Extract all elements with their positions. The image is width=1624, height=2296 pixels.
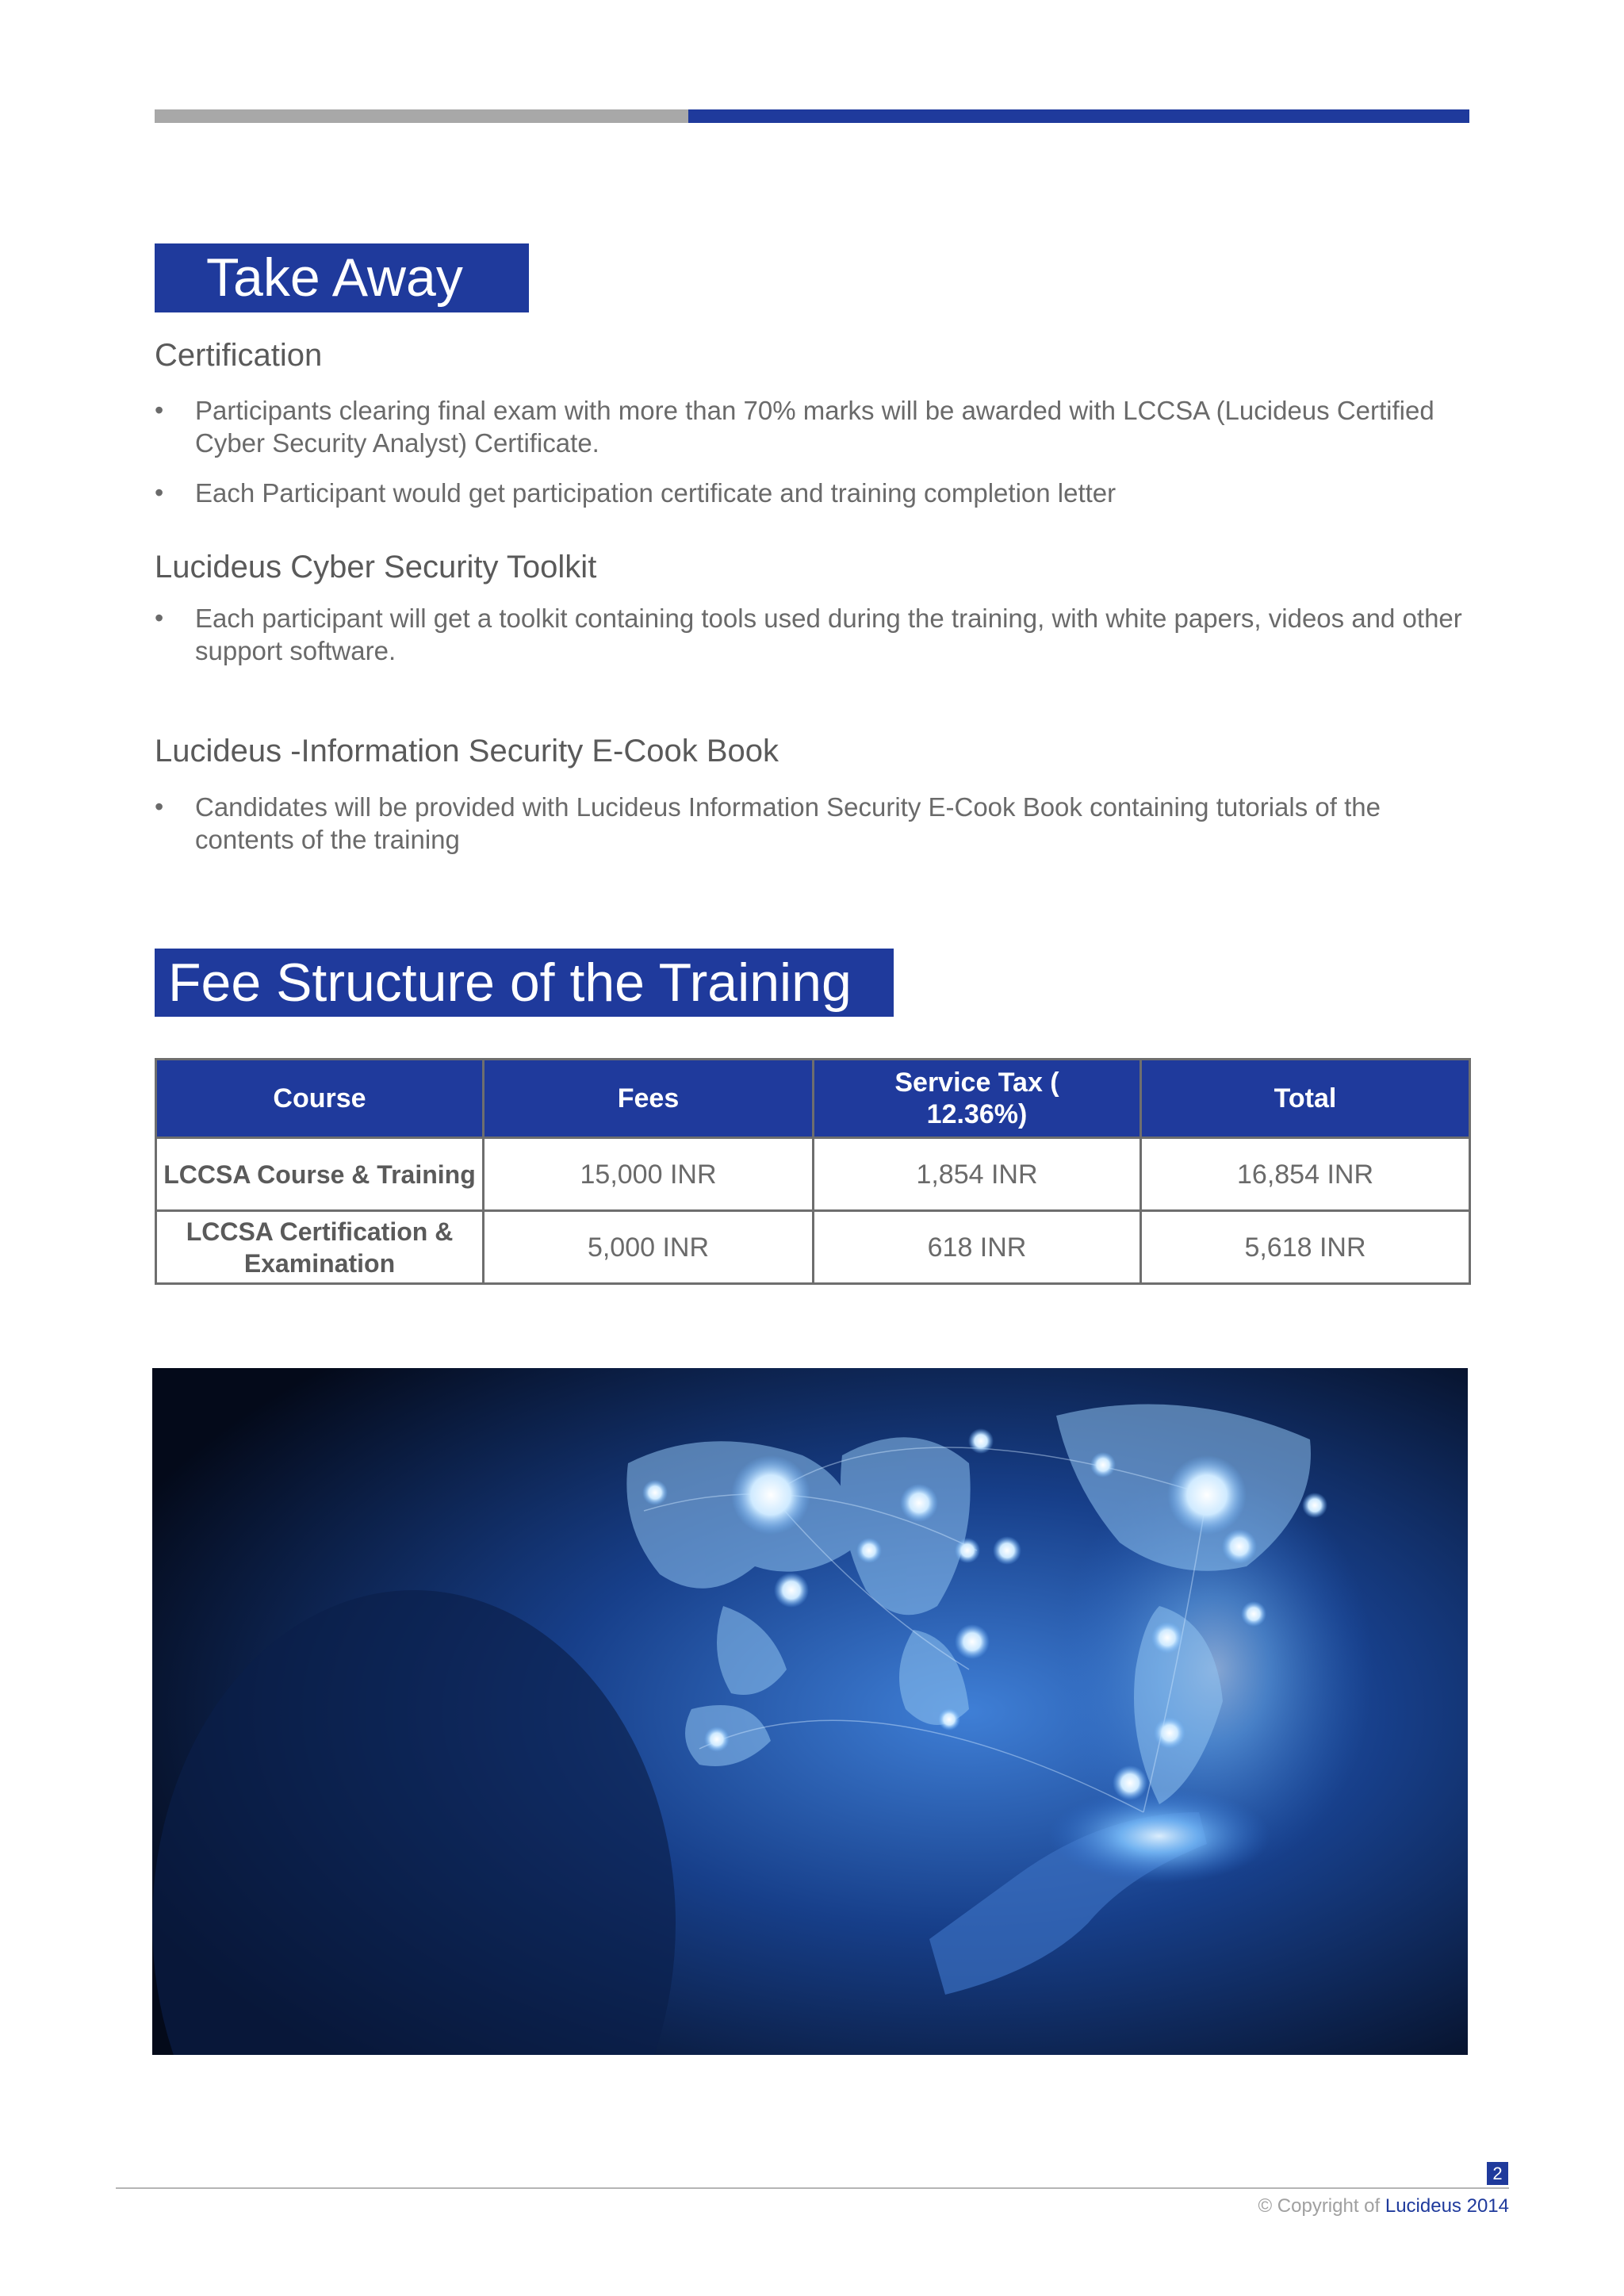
course-name: LCCSA Certification & Examination bbox=[156, 1211, 484, 1284]
certification-list bbox=[155, 394, 1471, 509]
header-total: Total bbox=[1141, 1060, 1470, 1138]
list-item: • Candidates will be provided with Lucideus Information Security E-Cook Book containing tutorials of the contents of the training bbox=[155, 791, 1471, 856]
list-item: • Each Participant would get participation certificate and training completion letter bbox=[155, 477, 1471, 509]
footer-divider bbox=[116, 2187, 1509, 2189]
list-item: • Each participant will get a toolkit containing tools used during the training, with white papers, videos and other support software. bbox=[155, 602, 1471, 667]
tax-value: 1,854 INR bbox=[814, 1138, 1141, 1211]
fee-structure-heading: Fee Structure of the Training bbox=[155, 949, 894, 1017]
table-row bbox=[156, 1211, 1470, 1284]
copyright-prefix: © Copyright of bbox=[1258, 2195, 1381, 2217]
copyright bbox=[1258, 2195, 1509, 2217]
top-bar-grey bbox=[155, 109, 688, 123]
copyright-brand: Lucideus 2014 bbox=[1385, 2195, 1509, 2217]
table-row bbox=[156, 1138, 1470, 1211]
fees-value: 15,000 INR bbox=[484, 1138, 814, 1211]
ecookbook-heading: Lucideus -Information Security E-Cook Book bbox=[155, 734, 779, 769]
world-network-photo bbox=[152, 1368, 1468, 2055]
toolkit-list bbox=[155, 602, 1471, 667]
table-header-row bbox=[156, 1060, 1470, 1138]
tax-value: 618 INR bbox=[814, 1211, 1141, 1284]
page-number: 2 bbox=[1487, 2162, 1508, 2185]
fees-value: 5,000 INR bbox=[484, 1211, 814, 1284]
certification-heading: Certification bbox=[155, 338, 323, 373]
list-item: • Participants clearing final exam with more than 70% marks will be awarded with LCCSA (Lucideus Certified Cyber Security Analyst) Certificate. bbox=[155, 394, 1471, 459]
toolkit-heading: Lucideus Cyber Security Toolkit bbox=[155, 550, 597, 585]
header-fees: Fees bbox=[484, 1060, 814, 1138]
header-service-tax: Service Tax ( 12.36%) bbox=[814, 1060, 1141, 1138]
header-course: Course bbox=[156, 1060, 484, 1138]
top-bar-blue bbox=[688, 109, 1469, 123]
course-name: LCCSA Course & Training bbox=[156, 1138, 484, 1211]
total-value: 16,854 INR bbox=[1141, 1138, 1470, 1211]
total-value: 5,618 INR bbox=[1141, 1211, 1470, 1284]
takeaway-heading: Take Away bbox=[155, 243, 529, 312]
ecookbook-list bbox=[155, 791, 1471, 856]
fee-table bbox=[155, 1058, 1471, 1285]
